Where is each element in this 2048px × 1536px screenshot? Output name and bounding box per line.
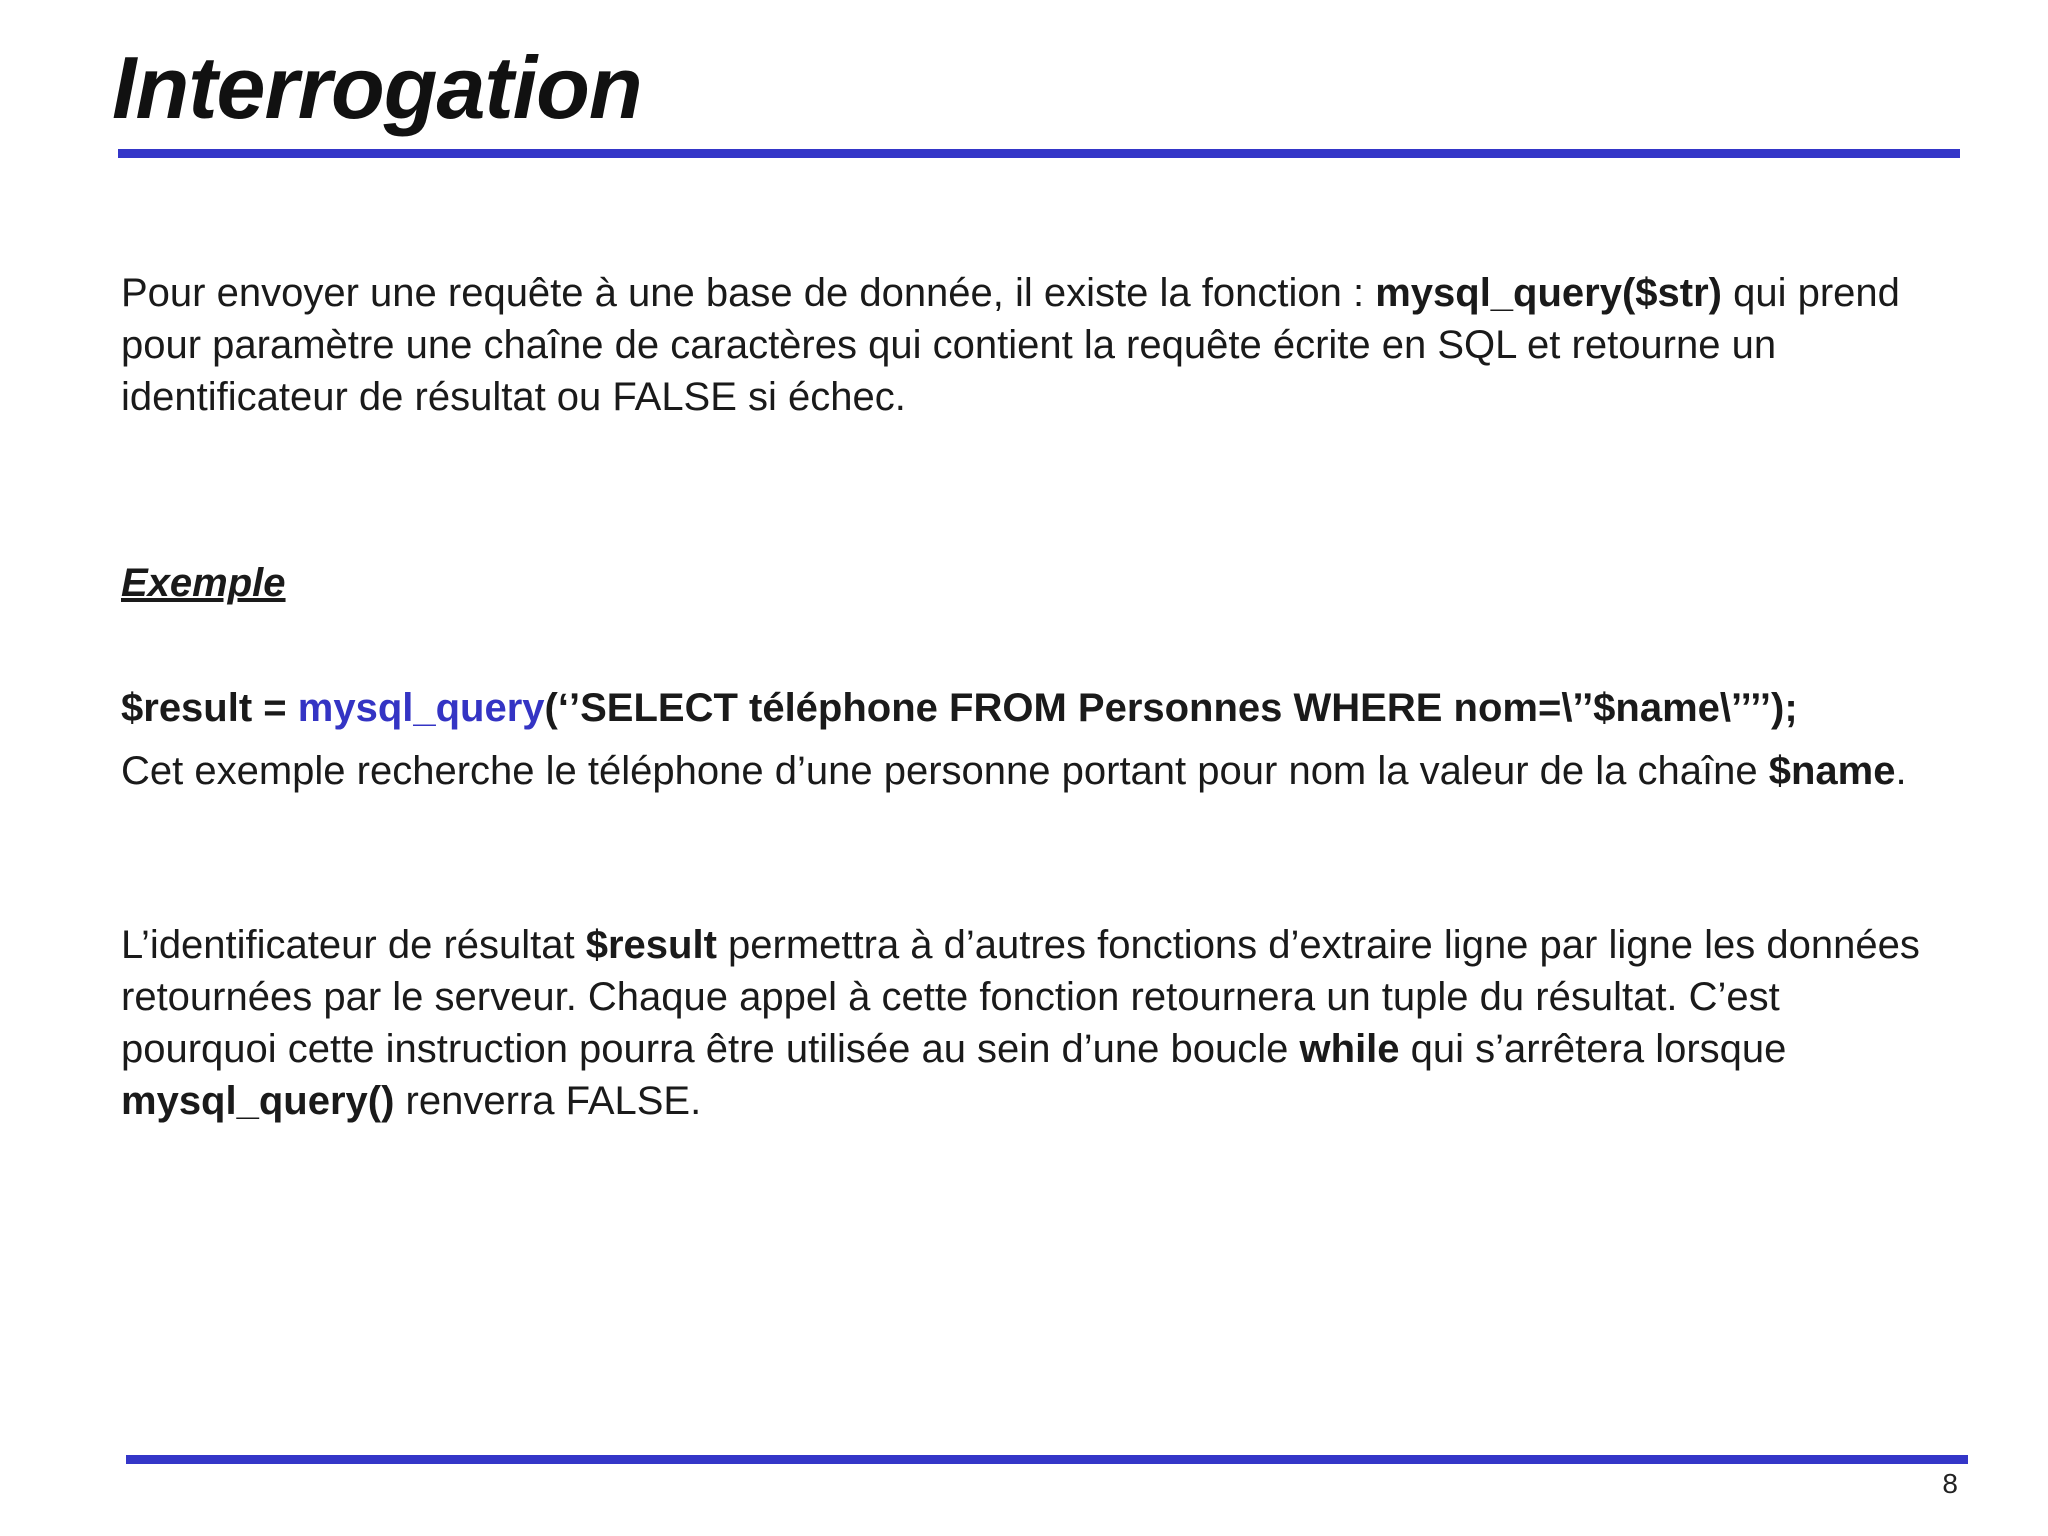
footer-rule [126,1455,1968,1464]
result-text-4: renverra FALSE. [394,1079,702,1123]
title-underline-rule [118,149,1960,158]
explain-text-2: . [1895,749,1907,793]
intro-text-2: qui prend pour paramètre une chaîne de caractères qui contient la requête écrite en SQL et retourne un identificateur de résultat ou FALSE si échec. [121,271,1900,419]
result-while-keyword: while [1299,1027,1400,1071]
result-function-name: mysql_query() [121,1079,395,1123]
result-text-1: L’identificateur de résultat [121,923,586,967]
explain-variable: $name [1768,749,1896,793]
result-text-3: qui s’arrêtera lorsque [1399,1027,1787,1071]
code-arguments: (‘’SELECT téléphone FROM Personnes WHERE nom=\’’$name\’’’’); [544,686,1798,730]
code-variable: $result = [121,686,298,730]
intro-paragraph [121,267,1941,423]
code-function-name: mysql_query [297,686,545,730]
slide-title: Interrogation [112,38,642,137]
example-heading: Exemple [121,561,286,605]
result-paragraph [121,919,1941,1127]
result-text-2: permettra à d’autres fonctions d’extraire ligne par ligne les données retournées par le serveur. Chaque appel à cette fonction retournera un tuple du résultat. C’est pourquoi cette instruction pourra être utilisée au sein d’une boucle [121,923,1920,1071]
code-example-line [121,682,1941,734]
intro-text-1: Pour envoyer une requête à une base de donnée, il existe la fonction : [121,271,1376,315]
intro-function-name: mysql_query($str) [1375,271,1722,315]
explain-text-1: Cet exemple recherche le téléphone d’une personne portant pour nom la valeur de la chaîne [121,749,1769,793]
example-explanation [121,745,1941,797]
result-variable: $result [585,923,717,967]
page-number: 8 [1942,1468,1958,1499]
